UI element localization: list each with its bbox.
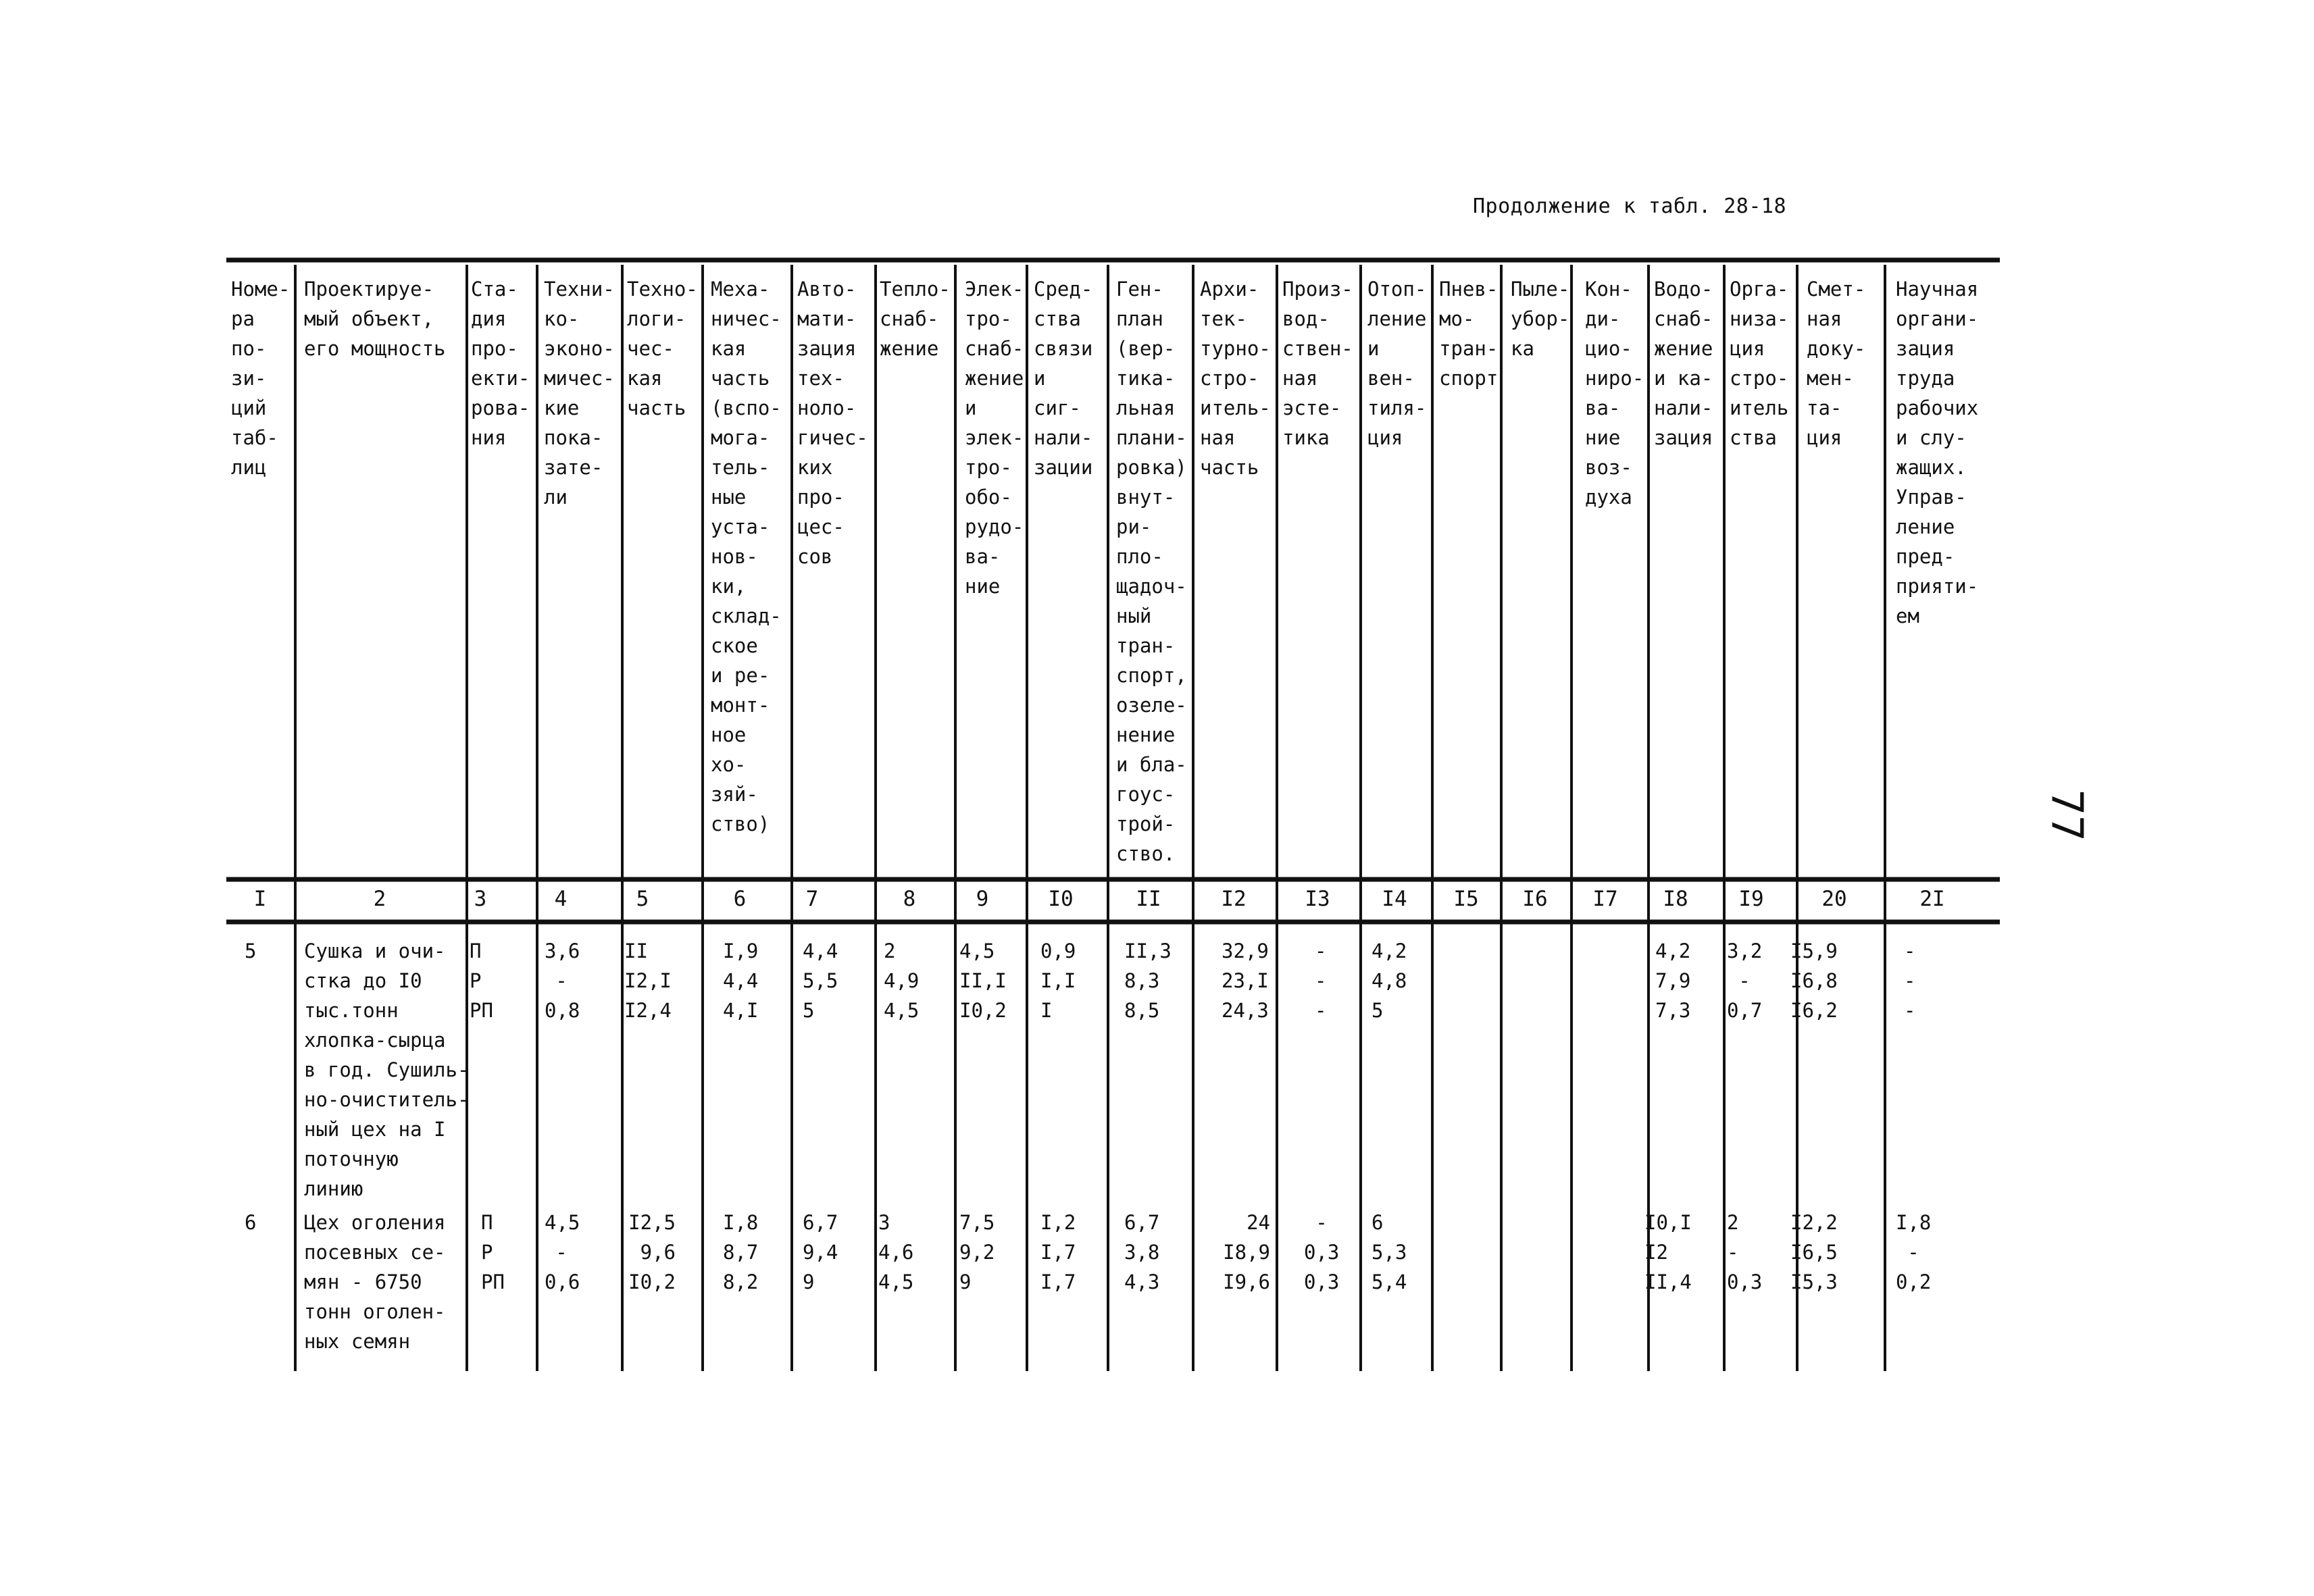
- col-header-1: Номе- ра по- зи- ций таб- лиц: [231, 278, 291, 479]
- col-header-8: Тепло- снаб- жение: [880, 278, 951, 360]
- col-header-18: Водо- снаб- жение и ка- нали- зация: [1654, 278, 1713, 449]
- col-header-20: Смет- ная доку- мен- та- ция: [1807, 278, 1866, 449]
- table-row-6-construction: 2 - 0,3: [1727, 1211, 1763, 1293]
- table-caption: Продолжение к табл. 28-18: [1473, 195, 1787, 218]
- table-row-5-position: 5: [245, 939, 257, 962]
- col-number-20: 20: [1821, 887, 1847, 911]
- col-number-17: I7: [1592, 887, 1618, 911]
- col-number-3: 3: [474, 887, 487, 911]
- col-number-8: 8: [903, 887, 916, 911]
- col-header-21: Научная органи- зация труда рабочих и слу- жащих. Управ- ление пред- прияти- ем: [1896, 278, 1979, 627]
- col-number-16: I6: [1522, 887, 1548, 911]
- table-row-5-architecture: 32,9 23,I 24,3: [1222, 939, 1269, 1022]
- table-row-5-construction: 3,2 - 0,7: [1727, 939, 1763, 1022]
- col-number-15: I5: [1453, 887, 1479, 911]
- table-row-6-object: Цех оголения посевных се- мян - 6750 тонн оголен- ных семян: [304, 1211, 446, 1353]
- col-number-14: I4: [1382, 887, 1407, 911]
- col-header-16: Пыле- убор- ка: [1511, 278, 1570, 360]
- table-row-5-science: - - -: [1904, 939, 1916, 1022]
- col-header-19: Орга- низа- ция стро- итель ства: [1730, 278, 1789, 449]
- col-header-15: Пнев- мо- тран- спорт: [1439, 278, 1499, 390]
- table-row-5-water: 4,2 7,9 7,3: [1655, 939, 1691, 1022]
- table-row-5-heating: 4,2 4,8 5: [1372, 939, 1407, 1022]
- col-number-7: 7: [805, 887, 819, 911]
- table-row-6-water: I0,I I2 II,4: [1644, 1211, 1692, 1293]
- page-number: 77: [2041, 789, 2092, 842]
- col-header-10: Сред- ства связи и сиг- нали- зации: [1034, 278, 1093, 479]
- table-row-6-comms: I,2 I,7 I,7: [1040, 1211, 1076, 1293]
- col-header-17: Кон- ди- цио- ниро- ва- ние воз- духа: [1585, 278, 1644, 509]
- table-row-5-tech-econ: 3,6 - 0,8: [545, 939, 580, 1022]
- table-row-6-estimate: I2,2 I6,5 I5,3: [1790, 1211, 1838, 1293]
- col-header-6: Меха- ничес- кая часть (вспо- мога- тель- ные уста- нов- ки, склад- ское и ре- монт- ное хо- зяй- ство): [711, 278, 782, 835]
- col-header-14: Отоп- ление и вен- тиля- ция: [1367, 278, 1427, 449]
- col-header-7: Авто- мати- зация тех- ноло- гичес- ких про- цес- сов: [797, 278, 868, 568]
- table-row-6-electric: 7,5 9,2 9: [959, 1211, 995, 1293]
- col-header-3: Ста- дия про- екти- рова- ния: [471, 278, 530, 449]
- table-row-5-genplan: II,3 8,3 8,5: [1124, 939, 1172, 1022]
- table-row-5-estimate: I5,9 I6,8 I6,2: [1790, 939, 1838, 1022]
- table-row-6-mechanical: I,8 8,7 8,2: [723, 1211, 759, 1293]
- table-row-6-position: 6: [245, 1211, 257, 1234]
- col-header-12: Архи- тек- турно- стро- итель- ная часть: [1200, 278, 1271, 479]
- table-row-5-stage: П Р РП: [470, 939, 493, 1022]
- table-row-6-genplan: 6,7 3,8 4,3: [1124, 1211, 1160, 1293]
- table-row-6-aesthetics: - 0,3 0,3: [1304, 1211, 1340, 1293]
- table-row-5-heat-supply: 2 4,9 4,5: [884, 939, 920, 1022]
- col-header-9: Элек- тро- снаб- жение и элек- тро- обо- рудо- ва- ние: [965, 278, 1024, 598]
- col-number-13: I3: [1305, 887, 1330, 911]
- col-header-13: Произ- вод- ствен- ная эсте- тика: [1282, 278, 1353, 449]
- col-header-5: Техно- логи- чес- кая часть: [627, 278, 698, 419]
- col-header-4: Техни- ко- эконо- мичес- кие пока- зате- ли: [544, 278, 615, 509]
- table-row-5-object: Сушка и очи- стка до I0 тыс.тонн хлопка-сырца в год. Сушиль- но-очиститель- ный цех на I поточную линию: [304, 939, 470, 1200]
- table-row-6-technological: I2,5 9,6 I0,2: [628, 1211, 676, 1293]
- col-number-2: 2: [373, 887, 386, 911]
- col-number-18: I8: [1663, 887, 1688, 911]
- col-number-21: 2I: [1919, 887, 1945, 911]
- col-number-5: 5: [636, 887, 649, 911]
- table-row-5-aesthetics: - - -: [1315, 939, 1327, 1022]
- table-row-5-technological: II I2,I I2,4: [624, 939, 672, 1022]
- col-header-11: Ген- план (вер- тика- льная плани- ровка) внут- ри- пло- щадоч- ный тран- спорт, озеле- нение и бла- гоус- трой- ство.: [1116, 278, 1187, 865]
- col-number-10: I0: [1048, 887, 1074, 911]
- col-number-19: I9: [1738, 887, 1764, 911]
- col-number-12: I2: [1221, 887, 1247, 911]
- table-row-6-heating: 6 5,3 5,4: [1372, 1211, 1407, 1293]
- table-row-6-stage: П Р РП: [481, 1211, 505, 1293]
- table-row-5-automation: 4,4 5,5 5: [803, 939, 838, 1022]
- table-row-6-science: I,8 - 0,2: [1896, 1211, 1932, 1293]
- table-row-6-automation: 6,7 9,4 9: [803, 1211, 838, 1293]
- col-number-9: 9: [976, 887, 989, 911]
- col-number-4: 4: [554, 887, 568, 911]
- table-row-6-architecture: 24 I8,9 I9,6: [1223, 1211, 1270, 1293]
- table-row-6-tech-econ: 4,5 - 0,6: [545, 1211, 580, 1293]
- col-number-11: II: [1136, 887, 1161, 911]
- table-row-6-heat-supply: 3 4,6 4,5: [878, 1211, 914, 1293]
- col-header-2: Проектируе- мый объект, его мощность: [304, 278, 446, 360]
- col-number-6: 6: [733, 887, 747, 911]
- table-row-5-electric: 4,5 II,I I0,2: [959, 939, 1007, 1022]
- table-row-5-mechanical: I,9 4,4 4,I: [723, 939, 759, 1022]
- table-row-5-comms: 0,9 I,I I: [1040, 939, 1076, 1022]
- col-number-1: I: [253, 887, 267, 911]
